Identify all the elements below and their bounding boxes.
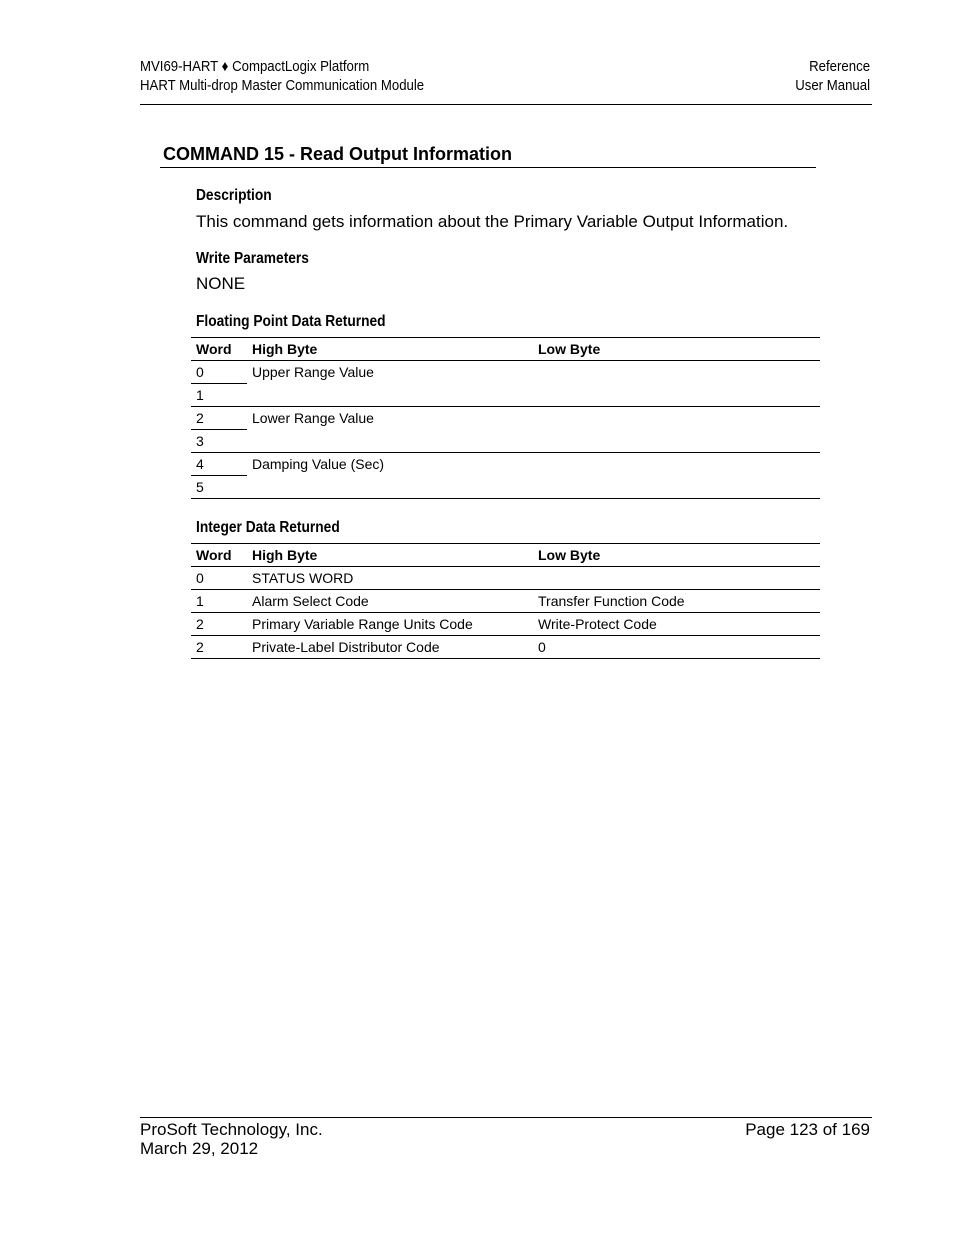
table-row <box>191 590 820 613</box>
write-parameters-heading: Write Parameters <box>196 250 309 267</box>
high-byte-cell: Alarm Select Code <box>252 593 369 609</box>
description-text: This command gets information about the Primary Variable Output Information. <box>196 212 789 231</box>
column-header-high-byte: High Byte <box>252 341 318 357</box>
integer-data-table <box>191 543 820 659</box>
write-parameters-value: NONE <box>196 274 246 293</box>
description-heading: Description <box>196 187 272 204</box>
table-row <box>191 407 820 430</box>
title-divider <box>160 167 816 168</box>
column-header-low-byte: Low Byte <box>538 341 601 357</box>
footer-page-number: Page 123 of 169 <box>745 1120 870 1139</box>
table-header-row <box>191 544 820 567</box>
header-doc-type: User Manual <box>795 77 870 94</box>
footer-left <box>140 1120 323 1158</box>
column-header-word: Word <box>196 341 232 357</box>
word-cell: 2 <box>196 639 204 655</box>
high-byte-cell: STATUS WORD <box>252 570 354 586</box>
column-header-high-byte: High Byte <box>252 547 318 563</box>
float-table-heading: Floating Point Data Returned <box>196 313 386 330</box>
value-cell: Upper Range Value <box>247 361 820 407</box>
column-header-low-byte: Low Byte <box>538 547 601 563</box>
footer-divider <box>140 1117 872 1118</box>
table-row <box>191 613 820 636</box>
footer-company: ProSoft Technology, Inc. <box>140 1120 323 1139</box>
footer-date: March 29, 2012 <box>140 1139 259 1158</box>
table-row <box>191 567 820 590</box>
float-data-table <box>191 337 820 499</box>
low-byte-cell <box>533 567 820 590</box>
word-cell: 2 <box>196 616 204 632</box>
table-row <box>191 361 820 384</box>
header-product: MVI69-HART ♦ CompactLogix Platform <box>140 58 370 75</box>
header-module: HART Multi-drop Master Communication Module <box>140 77 425 94</box>
low-byte-cell: Write-Protect Code <box>538 616 657 632</box>
word-cell: 3 <box>191 430 247 453</box>
integer-table-heading: Integer Data Returned <box>196 519 340 536</box>
word-cell: 2 <box>191 407 247 430</box>
word-cell: 0 <box>196 570 204 586</box>
word-cell: 4 <box>191 453 247 476</box>
value-cell: Lower Range Value <box>247 407 820 453</box>
column-header-word: Word <box>196 547 232 563</box>
high-byte-cell: Primary Variable Range Units Code <box>252 616 473 632</box>
value-cell: Damping Value (Sec) <box>247 453 820 499</box>
table-row <box>191 453 820 476</box>
header-section: Reference <box>809 58 870 75</box>
word-cell: 1 <box>196 593 204 609</box>
word-cell: 1 <box>191 384 247 407</box>
header-divider <box>140 104 872 105</box>
table-header-row <box>191 338 820 361</box>
header-left <box>140 57 424 95</box>
header-right <box>795 57 870 95</box>
section-title: COMMAND 15 - Read Output Information <box>163 144 512 164</box>
word-cell: 5 <box>191 476 247 499</box>
word-cell: 0 <box>191 361 247 384</box>
table-row <box>191 636 820 659</box>
high-byte-cell: Private-Label Distributor Code <box>252 639 440 655</box>
low-byte-cell: 0 <box>538 639 546 655</box>
low-byte-cell: Transfer Function Code <box>538 593 685 609</box>
